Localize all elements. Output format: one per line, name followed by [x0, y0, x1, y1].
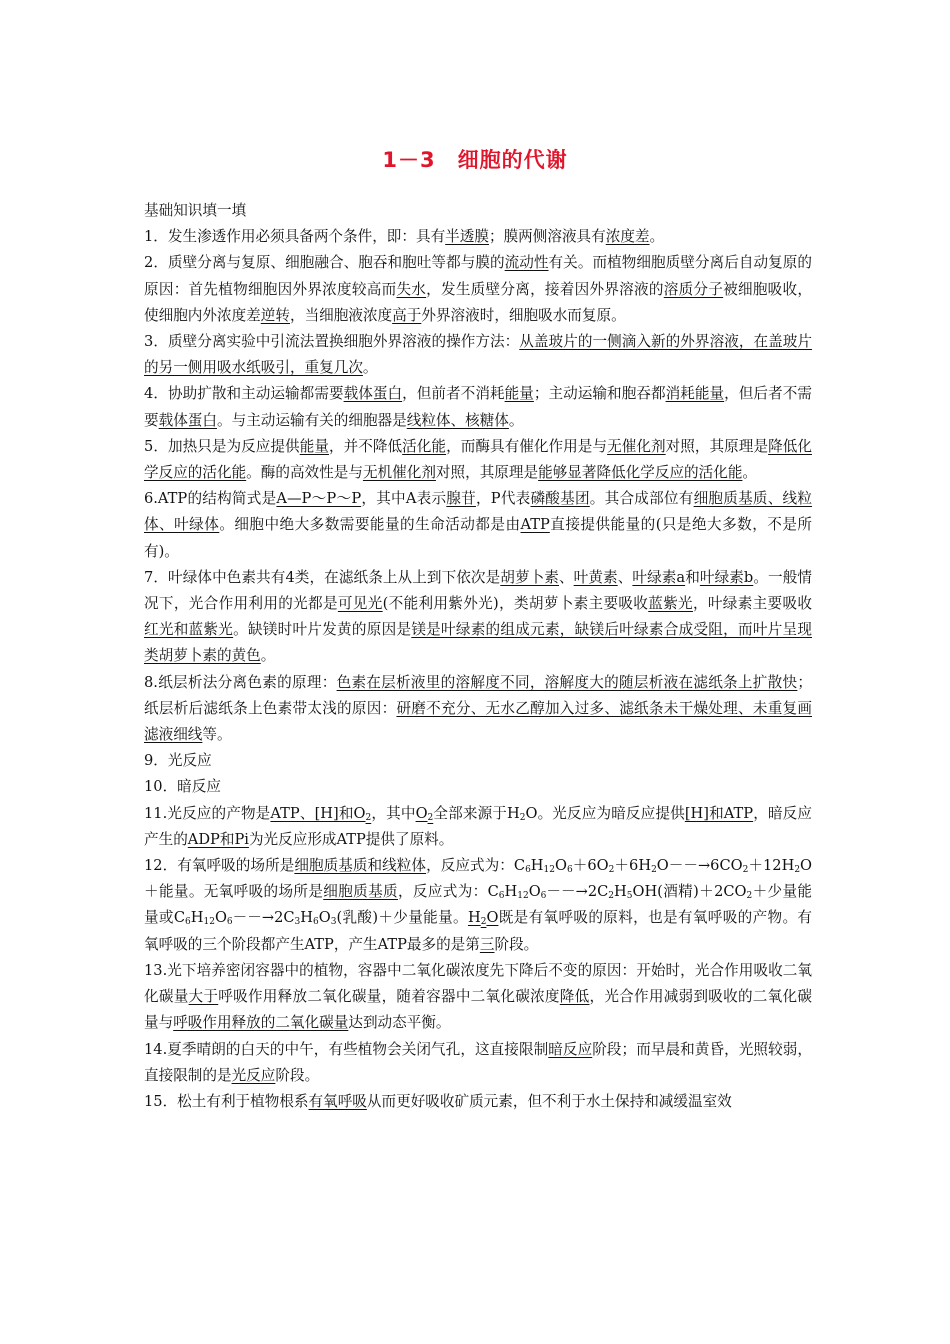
text-segment: 2 [519, 812, 526, 823]
text-segment: ，反应式为：C [397, 883, 499, 901]
text-segment: ；纸层析后滤纸条上色素带太浅的原因： [144, 673, 812, 717]
answer-blank: 研磨不充分、无水乙醇加入过多、滤纸条未干燥处理、未重复画滤液细线 [144, 699, 812, 744]
answer-blank: 高于 [392, 306, 422, 324]
text-segment: 2 [608, 891, 615, 902]
item-paragraph-1 [144, 224, 812, 250]
text-segment: O [318, 909, 331, 927]
text-segment: H [614, 883, 627, 901]
answer-blank: 暗反应 [548, 1040, 593, 1058]
text-segment: 14.夏季晴朗的白天的中午，有些植物会关闭气孔，这直接限制 [144, 1040, 549, 1058]
answer-blank: 2 [427, 812, 434, 823]
text-segment: 12 [543, 865, 555, 876]
text-segment: 。其合成部位有 [589, 490, 694, 508]
text-segment: 达到动态平衡。 [348, 1014, 451, 1032]
text-segment: 。细胞中绝大多数需要能量的生命活动都是由 [219, 516, 521, 534]
text-segment: 。与主动运输有关的细胞器是 [217, 411, 407, 429]
text-segment: 8.纸层析法分离色素的原理： [144, 673, 337, 691]
item-paragraph-11 [144, 801, 812, 853]
answer-blank: 大于 [188, 988, 219, 1006]
item-paragraph-10 [144, 774, 812, 800]
text-segment: 既是有氧呼吸的原料，也是有氧呼吸的产物。有氧呼吸的三个阶段都产生ATP，产生ATP最多的是第 [144, 909, 812, 953]
answer-blank: O [415, 804, 428, 822]
text-segment: ，并不降低 [328, 437, 403, 455]
text-segment: 1．发生渗透作用必须具备两个条件，即：具有 [144, 228, 446, 246]
text-segment: 。 [260, 647, 276, 665]
text-segment: H [300, 909, 313, 927]
answer-blank: 有氧呼吸 [308, 1092, 367, 1110]
answer-blank: 红光和蓝紫光 [144, 621, 234, 639]
answer-blank: O [486, 909, 499, 927]
text-segment: ，反应式为：C [426, 857, 526, 875]
text-segment: O－－→6CO [656, 857, 743, 875]
text-segment: 为光反应形成ATP提供了原料。 [248, 830, 454, 848]
item-paragraph-15 [144, 1089, 812, 1115]
text-segment: ，P代表 [475, 490, 531, 508]
text-segment: 。 [742, 464, 758, 482]
answer-blank: 失水 [396, 280, 427, 298]
text-segment: 11.光反应的产物是 [144, 804, 271, 822]
item-paragraph-14 [144, 1037, 812, 1089]
text-segment: 9．光反应 [144, 752, 212, 770]
text-segment: ，而酶具有催化作用是与 [446, 437, 608, 455]
answer-blank: 叶黄素 [573, 568, 618, 586]
text-segment: 6 [566, 865, 573, 876]
answer-blank: 无催化剂 [607, 437, 666, 455]
answer-blank: ATP [520, 516, 550, 534]
item-paragraph-4 [144, 381, 812, 433]
text-segment: ，当细胞液浓度 [289, 306, 393, 324]
answer-blank: 磷酸基团 [530, 490, 590, 508]
text-segment: －－→2C [232, 909, 295, 927]
text-segment: 3 [330, 917, 337, 928]
answer-blank: 可见光 [337, 595, 383, 613]
text-segment: (乳酸)＋少量能量。 [336, 909, 468, 927]
answer-blank: 半透膜 [445, 228, 489, 246]
answer-blank: 光反应 [231, 1066, 276, 1084]
text-segment: 等。 [202, 726, 232, 744]
text-segment: ＋少量能量或C [144, 883, 812, 927]
text-segment: H [504, 883, 518, 901]
answer-blank: 细胞质基质和线粒体 [294, 857, 427, 875]
item-paragraph-5 [144, 434, 812, 486]
text-segment: ，但前者不消耗 [402, 385, 505, 403]
text-segment: 。缺镁时叶片发黄的原因是 [233, 621, 412, 639]
text-segment: 2．质壁分离与复原、细胞融合、胞吞和胞吐等都与膜的 [144, 254, 505, 272]
answer-blank: 能够显著降低化学反应的活化能 [538, 464, 743, 482]
text-segment: 12 [203, 917, 215, 928]
text-segment: ，发生质壁分离，接着因外界溶液的 [426, 280, 664, 298]
item-paragraph-2 [144, 250, 812, 329]
text-segment: 。酶的高效性是与 [246, 464, 363, 482]
text-segment: 。一般情况下，光合作用利用的光都是 [144, 568, 812, 613]
text-segment: 外界溶液时，细胞吸水而复原。 [421, 306, 626, 324]
text-segment: ，光合作用减弱到吸收的二氧化碳量与 [144, 988, 812, 1032]
text-segment: 6 [313, 917, 319, 928]
text-segment: 13.光下培养密闭容器中的植物，容器中二氧化碳浓度先下降后不变的原因：开始时，光合作用吸收二氧化碳量 [144, 961, 812, 1006]
item-paragraph-3 [144, 329, 812, 381]
text-segment: OH(酒精)＋2CO [632, 883, 747, 901]
answer-blank: 呼吸作用释放的二氧化碳量 [173, 1014, 349, 1032]
answer-blank: 消耗能量 [665, 385, 725, 403]
text-segment: ，叶绿素主要吸收 [692, 595, 812, 613]
section-heading: 基础知识填一填 [144, 202, 247, 219]
text-segment: 2 [794, 865, 801, 876]
text-segment: O。光反应为暗反应提供 [525, 804, 685, 822]
answer-blank: 浓度差 [605, 228, 650, 246]
answer-blank: 细胞质基质、线粒体、叶绿体 [144, 490, 812, 534]
text-segment: 从而更好吸收矿质元素，但不利于水土保持和减缓温室效 [366, 1092, 732, 1110]
text-segment: 6 [498, 891, 505, 902]
text-segment: 6 [525, 865, 531, 876]
text-segment: 6 [226, 917, 233, 928]
text-segment: 和 [685, 568, 700, 586]
text-segment: 5 [626, 891, 633, 902]
answer-blank: 能量 [504, 385, 534, 403]
answer-blank: 胡萝卜素 [500, 568, 559, 586]
text-segment: 2 [746, 891, 753, 902]
text-segment: 直接提供能量的(只是绝大多数，不是所有)。 [144, 516, 812, 560]
answer-blank: 叶绿素a [632, 568, 686, 586]
answer-blank: 叶绿素b [699, 568, 754, 586]
text-segment: ，但后者不需要 [144, 385, 812, 429]
text-segment: 、 [617, 568, 633, 586]
text-segment: ，其中 [371, 804, 416, 822]
answer-blank: A—P～P～P [276, 490, 362, 508]
item-paragraph-13 [144, 958, 812, 1037]
item-paragraph-7 [144, 565, 812, 670]
text-segment: 2 [742, 865, 749, 876]
text-segment: 。 [508, 411, 524, 429]
text-segment: 12．有氧呼吸的场所是 [144, 857, 295, 875]
text-segment: 被细胞吸收，使细胞内外浓度差 [144, 280, 812, 324]
text-segment: 6.ATP的结构简式是 [144, 490, 277, 508]
answer-blank: 2 [365, 812, 372, 823]
text-segment: ；膜两侧溶液具有 [488, 228, 606, 246]
text-segment: H [190, 909, 204, 927]
page-title: 1－3 细胞的代谢 [382, 148, 568, 172]
text-segment: ＋6O [572, 857, 609, 875]
answer-blank: 降低化学反应的活化能 [144, 437, 812, 482]
text-segment: 。 [362, 359, 378, 377]
answer-blank: 腺苷 [446, 490, 476, 508]
item-paragraph-12 [144, 853, 812, 958]
text-segment: 对照，其原理是 [665, 437, 769, 455]
text-segment: 全部来源于H [433, 804, 520, 822]
answer-blank: [H]和ATP [684, 804, 754, 822]
answer-blank: 线粒体、核糖体 [406, 411, 509, 429]
answer-blank: 色素在层析液里的溶解度不同，溶解度大的随层析液在滤纸条上扩散快 [336, 673, 798, 691]
text-segment: ，暗反应产生的 [144, 804, 812, 848]
answer-blank: H [467, 909, 481, 927]
answer-blank: 载体蛋白 [158, 411, 217, 429]
answer-blank: 三 [479, 935, 495, 953]
answer-blank: 溶质分子 [663, 280, 724, 298]
answer-blank: 蓝紫光 [648, 595, 693, 613]
answer-blank: 流动性 [504, 254, 549, 272]
text-segment: 对照，其原理是 [435, 464, 539, 482]
item-paragraph-9 [144, 748, 812, 774]
answer-blank: 细胞质基质 [323, 883, 398, 901]
text-segment: 阶段。 [275, 1066, 320, 1084]
text-segment: 3 [294, 917, 301, 928]
text-segment: ＋12H [748, 857, 795, 875]
text-segment: 、 [558, 568, 574, 586]
text-segment: 7．叶绿体中色素共有4类，在滤纸条上从上到下依次是 [144, 568, 501, 586]
text-segment: 2 [651, 865, 657, 876]
answer-blank: ADP和Pi [187, 830, 249, 848]
text-segment: ，其中A表示 [361, 490, 447, 508]
answer-blank: ATP、[H]和O [270, 804, 366, 822]
text-segment: 15．松土有利于植物根系 [144, 1092, 309, 1110]
text-segment: O [214, 909, 227, 927]
text-segment: ；主动运输和胞吞都 [533, 385, 666, 403]
text-segment: O＋能量。无氧呼吸的场所是 [144, 857, 813, 901]
text-segment: 有关。而植物细胞质壁分离后自动复原的原因：首先植物细胞因外界浓度较高而 [144, 254, 812, 298]
text-segment: 6 [185, 917, 191, 928]
answer-blank: 能量 [299, 437, 329, 455]
text-segment: 呼吸作用释放二氧化碳量，随着容器中二氧化碳浓度 [218, 988, 560, 1006]
item-paragraph-6 [144, 486, 812, 565]
item-paragraph-8 [144, 670, 812, 749]
text-segment: 阶段；而早晨和黄昏，光照较弱，直接限制的是 [144, 1040, 812, 1084]
text-segment: 。 [649, 228, 665, 246]
text-segment: O [528, 883, 541, 901]
text-segment: 2 [608, 865, 615, 876]
answer-blank: 镁是叶绿素的组成元素，缺镁后叶绿素合成受阻，而叶片呈现类胡萝卜素的黄色 [144, 621, 812, 665]
answer-blank: 载体蛋白 [343, 385, 403, 403]
text-segment: 阶段。 [494, 935, 539, 953]
text-segment: 10．暗反应 [144, 778, 221, 796]
answer-blank: 降低 [559, 988, 590, 1006]
answer-blank: 活化能 [402, 437, 447, 455]
text-segment: －－→2C [546, 883, 609, 901]
text-segment: 4．协助扩散和主动运输都需要 [144, 385, 344, 403]
document-body [144, 198, 812, 1115]
answer-blank: 2 [480, 917, 487, 928]
text-segment: H [530, 857, 544, 875]
answer-blank: 无机催化剂 [362, 464, 436, 482]
text-segment: 6 [540, 891, 547, 902]
text-segment: 5．加热只是为反应提供 [144, 437, 300, 455]
text-segment: 3．质壁分离实验中引流法置换细胞外界溶液的操作方法： [144, 333, 520, 351]
text-segment: O [554, 857, 567, 875]
text-segment: 12 [517, 891, 529, 902]
text-segment: (不能利用紫外光)，类胡萝卜素主要吸收 [382, 595, 649, 613]
text-segment: ＋6H [614, 857, 652, 875]
answer-blank: 从盖玻片的一侧滴入新的外界溶液，在盖玻片的另一侧用吸水纸吸引，重复几次 [144, 333, 812, 377]
answer-blank: 逆转 [260, 306, 290, 324]
